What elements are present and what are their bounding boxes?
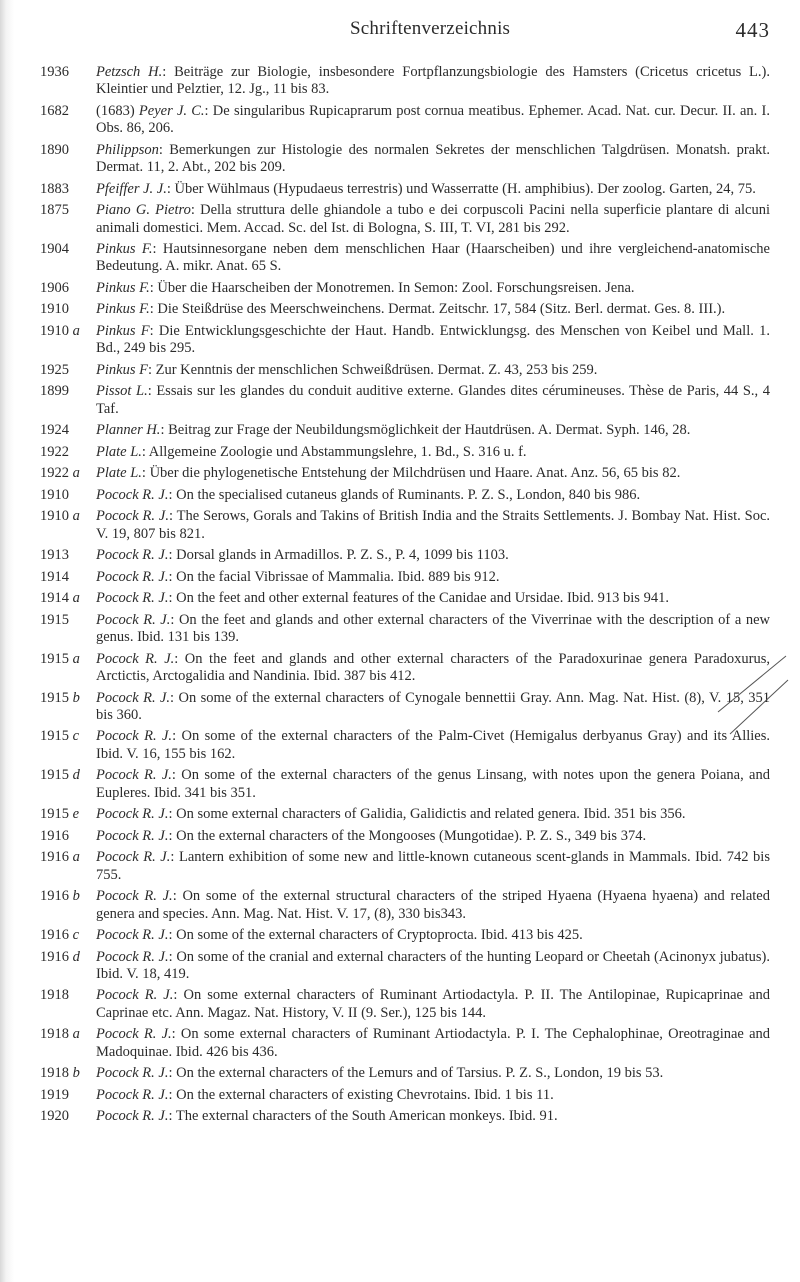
reference-citation: : On some of the cranial and external characters of the hunting Leopard or Cheetah (Acinonyx jubatus). Ibid. V. 18, 419. <box>96 948 770 982</box>
reference-entry <box>40 569 770 586</box>
reference-author: Pocock R. J. <box>96 849 171 866</box>
reference-year <box>40 444 69 461</box>
reference-citation: : Essais sur les glandes du conduit auditive externe. Glandes dites cérumineuses. Thèse de Paris, 44 S., 4 Taf. <box>96 383 770 417</box>
reference-year-number: 1915 <box>40 806 69 823</box>
reference-year-number: 1682 <box>40 102 69 119</box>
reference-year-number: 1890 <box>40 141 69 158</box>
reference-citation: : Dorsal glands in Armadillos. P. Z. S., P. 4, 1099 bis 1103. <box>168 547 509 564</box>
reference-year-suffix: a <box>69 650 80 667</box>
reference-year-suffix: a <box>69 590 80 607</box>
reference-citation: : De singularibus Rupicaprarum post cornua meatibus. Ephemer. Acad. Nat. cur. Decur. II. an. I. Obs. 86, 206. <box>96 102 770 137</box>
reference-year-number: 1918 <box>40 1026 69 1043</box>
reference-citation: : Über die phylogenetische Entstehung der Milchdrüsen und Haare. Anat. Anz. 56, 65 bis 82. <box>141 465 681 482</box>
reference-year <box>40 465 80 482</box>
reference-author: Philippson <box>96 141 159 158</box>
reference-year <box>40 362 69 379</box>
reference-entry <box>40 1087 770 1104</box>
reference-year-number: 1916 <box>40 888 69 905</box>
reference-year-suffix: a <box>69 849 80 866</box>
reference-year-number: 1916 <box>40 827 69 844</box>
reference-citation: : Zur Kenntnis der menschlichen Schweißdrüsen. Dermat. Z. 43, 253 bis 259. <box>147 361 598 378</box>
reference-author: Peyer J. C. <box>138 102 205 119</box>
reference-year-number: 1875 <box>40 202 69 219</box>
reference-year <box>40 103 69 120</box>
page-number: 443 <box>735 18 770 42</box>
reference-year-number: 1915 <box>40 728 69 745</box>
reference-year <box>40 383 69 400</box>
reference-author: Planner H. <box>96 422 161 439</box>
reference-entry <box>40 323 770 358</box>
page-header <box>40 18 770 48</box>
reference-year <box>40 1087 69 1104</box>
reference-year <box>40 987 69 1004</box>
reference-year <box>40 487 69 504</box>
reference-year-number: 1914 <box>40 590 69 607</box>
reference-year <box>40 927 79 944</box>
reference-year <box>40 728 79 745</box>
reference-entry <box>40 849 770 884</box>
reference-year-suffix: a <box>69 465 80 482</box>
reference-author: Pocock R. J. <box>96 590 169 607</box>
reference-year <box>40 301 69 318</box>
reference-year <box>40 767 80 784</box>
reference-entry <box>40 949 770 984</box>
reference-citation: : Die Entwicklungsgeschichte der Haut. Handb. Entwicklungsg. des Menschen von Keibel und Mall. 1. Bd., 249 bis 295. <box>96 322 770 357</box>
reference-entry <box>40 612 770 647</box>
reference-author: Pocock R. J. <box>96 568 169 585</box>
reference-author: Pocock R. J. <box>96 728 173 745</box>
reference-year-number: 1916 <box>40 849 69 866</box>
reference-author: Pocock R. J. <box>96 806 169 823</box>
reference-author: Pocock R. J. <box>96 611 171 628</box>
reference-entry <box>40 508 770 543</box>
reference-citation: : On the external characters of the Mongooses (Mungotidae). P. Z. S., 349 bis 374. <box>168 827 647 844</box>
reference-year-number: 1915 <box>40 767 69 784</box>
reference-year <box>40 547 69 564</box>
reference-author: Pocock R. J. <box>96 1026 172 1043</box>
reference-year-suffix: c <box>69 927 80 944</box>
reference-entry <box>40 181 770 198</box>
reference-citation: : Lantern exhibition of some new and little-known cutaneous scent-glands in Mammals. Ibid. 742 bis 755. <box>96 849 770 883</box>
reference-year-number: 1924 <box>40 422 69 439</box>
reference-citation: : Della struttura delle ghiandole a tubo e dei corpuscoli Pacini nella superficie plantare di alcuni animali domestici. Mem. Accad. Sc. del Ist. di Bologna, S. III, T. VI, 281 bis 292. <box>96 202 771 236</box>
reference-entry <box>40 888 770 923</box>
reference-year <box>40 181 69 198</box>
reference-entry <box>40 64 770 99</box>
reference-citation: : The external characters of the South American monkeys. Ibid. 91. <box>168 1108 558 1125</box>
reference-citation: : On some external characters of Galidia, Galidictis and related genera. Ibid. 351 bis 356. <box>168 806 686 823</box>
reference-year <box>40 888 80 905</box>
reference-entry <box>40 1108 770 1125</box>
reference-entry <box>40 383 770 418</box>
reference-citation: : On some of the external characters of Cynogale bennettii Gray. Ann. Mag. Nat. Hist. (8), V. 15, 351 bis 360. <box>96 689 770 723</box>
reference-year-number: 1904 <box>40 241 69 258</box>
reference-citation: : Allgemeine Zoologie und Abstammungslehre, 1. Bd., S. 316 u. f. <box>141 443 527 460</box>
reference-year-suffix: d <box>69 948 80 965</box>
reference-author: Pinkus F <box>96 361 148 378</box>
reference-year-suffix: a <box>69 1026 80 1043</box>
reference-year <box>40 1026 80 1043</box>
reference-year-suffix: e <box>69 806 80 823</box>
reference-author: Pocock R. J. <box>96 1065 169 1082</box>
reference-citation: : On the external characters of existing Chevrotains. Ibid. 1 bis 11. <box>168 1086 554 1103</box>
reference-year-suffix: b <box>69 1065 80 1082</box>
reference-year <box>40 849 80 866</box>
reference-year-number: 1920 <box>40 1108 69 1125</box>
reference-entry <box>40 1065 770 1082</box>
reference-year-number: 1910 <box>40 508 69 525</box>
reference-author: Pocock R. J. <box>96 888 173 905</box>
reference-author: Petzsch H. <box>96 64 163 80</box>
reference-entry <box>40 142 770 177</box>
reference-author: Pocock R. J. <box>96 827 169 844</box>
reference-entry <box>40 103 770 138</box>
reference-citation: : On some external characters of Ruminant Artiodactyla. P. I. The Cephalophinae, Oreotraginae and Madoquinae. Ibid. 426 bis 436. <box>96 1026 771 1060</box>
reference-entry <box>40 927 770 944</box>
reference-entry <box>40 241 770 276</box>
reference-citation: : On some of the external characters of the genus Linsang, with notes upon the genera Poiana, and Eupleres. Ibid. 341 bis 351. <box>96 767 770 801</box>
reference-citation: : On the feet and glands and other external characters of the Viverrinae with the description of a new genus. Ibid. 131 bis 139. <box>96 611 770 646</box>
reference-citation: : Die Steißdrüse des Meerschweinchens. Dermat. Zeitschr. 17, 584 (Sitz. Berl. dermat. Ges. 8. III.). <box>149 301 726 318</box>
reference-year-suffix: a <box>69 322 80 339</box>
reference-author: Pinkus F. <box>96 241 153 258</box>
reference-year <box>40 142 69 159</box>
reference-citation: : On the feet and glands and other external characters of the Paradoxurinae genera Paradoxurus, Arctictis, Arctogalidia and Nandinia. Ibid. 387 bis 412. <box>96 650 770 685</box>
reference-entry <box>40 828 770 845</box>
reference-entry <box>40 987 770 1022</box>
reference-author: Pocock R. J. <box>96 508 169 525</box>
reference-year-number: 1922 <box>40 465 69 482</box>
reference-author: Pissot L. <box>96 383 148 400</box>
reference-author: Pinkus F. <box>96 301 150 318</box>
reference-citation: : Über die Haarscheiben der Monotremen. In Semon: Zool. Forschungsreisen. Jena. <box>149 279 635 296</box>
reference-year-suffix: b <box>69 689 80 706</box>
reference-author: Pocock R. J. <box>96 689 171 706</box>
reference-author: Plate L. <box>96 465 142 482</box>
reference-year <box>40 1108 69 1125</box>
reference-author: Plate L. <box>96 443 142 460</box>
reference-author: Pocock R. J. <box>96 1108 169 1125</box>
reference-citation: : On the external characters of the Lemurs and of Tarsius. P. Z. S., London, 19 bis 53. <box>168 1065 664 1082</box>
reference-entry <box>40 422 770 439</box>
reference-year <box>40 949 80 966</box>
reference-entry <box>40 280 770 297</box>
reference-year <box>40 806 79 823</box>
reference-year-number: 1883 <box>40 180 69 197</box>
reference-author: Pocock R. J. <box>96 948 169 965</box>
reference-year-number: 1915 <box>40 689 69 706</box>
reference-year <box>40 280 69 297</box>
reference-year <box>40 651 80 668</box>
reference-author: Pinkus F. <box>96 279 150 296</box>
reference-year-number: 1906 <box>40 279 69 296</box>
reference-year-number: 1910 <box>40 322 69 339</box>
reference-entry <box>40 444 770 461</box>
reference-year-number: 1916 <box>40 927 69 944</box>
reference-year-suffix: c <box>69 728 80 745</box>
reference-year <box>40 202 69 219</box>
reference-author: Pocock R. J. <box>96 650 175 667</box>
reference-year <box>40 1065 80 1082</box>
reference-entry <box>40 301 770 318</box>
running-title: Schriftenverzeichnis <box>350 18 511 39</box>
reference-year <box>40 64 69 81</box>
reference-prefix: (1683) <box>96 102 139 119</box>
reference-year-number: 1919 <box>40 1086 69 1103</box>
reference-year <box>40 241 69 258</box>
reference-entry <box>40 547 770 564</box>
reference-citation: : On some of the external characters of the Palm-Civet (Hemigalus derbyanus Gray) and its Allies. Ibid. V. 16, 155 bis 162. <box>96 728 770 762</box>
reference-year-number: 1936 <box>40 64 69 80</box>
reference-entry <box>40 465 770 482</box>
reference-entry <box>40 651 770 686</box>
reference-year-number: 1916 <box>40 948 69 965</box>
reference-entry <box>40 202 770 237</box>
reference-entry <box>40 690 770 725</box>
reference-author: Pocock R. J. <box>96 486 169 503</box>
reference-list <box>40 64 770 1130</box>
reference-citation: : Bemerkungen zur Histologie des normalen Sekretes der menschlichen Talgdrüsen. Monatsh. prakt. Dermat. 11, 2. Abt., 202 bis 209. <box>96 141 770 176</box>
reference-entry <box>40 487 770 504</box>
reference-entry <box>40 806 770 823</box>
reference-citation: : Hautsinnesorgane neben dem menschlichen Haar (Haarscheiben) und ihre vergleichend-anatomische Bedeutung. A. mikr. Anat. 65 S. <box>96 241 770 275</box>
reference-year-number: 1918 <box>40 987 69 1004</box>
reference-entry <box>40 767 770 802</box>
reference-year-number: 1913 <box>40 547 69 564</box>
reference-citation: : Über Wühlmaus (Hypudaeus terrestris) und Wasserratte (H. amphibius). Der zoolog. Garten, 24, 75. <box>166 180 756 197</box>
reference-year-number: 1910 <box>40 301 69 318</box>
reference-year-number: 1922 <box>40 443 69 460</box>
reference-author: Pocock R. J. <box>96 767 172 784</box>
reference-citation: : On the facial Vibrissae of Mammalia. Ibid. 889 bis 912. <box>168 568 500 585</box>
reference-entry <box>40 1026 770 1061</box>
reference-author: Pocock R. J. <box>96 1086 169 1103</box>
reference-author: Pocock R. J. <box>96 927 169 944</box>
reference-author: Pfeiffer J. J. <box>96 180 167 197</box>
reference-citation: : Beitrag zur Frage der Neubildungsmöglichkeit der Hautdrüsen. A. Dermat. Syph. 146, 28. <box>160 422 691 439</box>
reference-year-suffix: a <box>69 508 80 525</box>
reference-year <box>40 690 80 707</box>
reference-year-number: 1899 <box>40 383 69 400</box>
reference-author: Pinkus F <box>96 322 150 339</box>
reference-year <box>40 828 69 845</box>
reference-citation: : On the feet and other external features of the Canidae and Ursidae. Ibid. 913 bis 941. <box>168 590 669 607</box>
reference-entry <box>40 362 770 379</box>
reference-year <box>40 590 80 607</box>
reference-entry <box>40 728 770 763</box>
reference-year-number: 1915 <box>40 650 69 667</box>
reference-year-suffix: b <box>69 888 80 905</box>
reference-year-number: 1910 <box>40 486 69 503</box>
reference-year-number: 1914 <box>40 568 69 585</box>
reference-entry <box>40 590 770 607</box>
reference-year <box>40 612 69 629</box>
reference-author: Piano G. Pietro <box>96 202 191 219</box>
reference-author: Pocock R. J. <box>96 987 174 1004</box>
reference-year-number: 1925 <box>40 361 69 378</box>
reference-author: Pocock R. J. <box>96 547 169 564</box>
reference-year <box>40 422 69 439</box>
reference-citation: : On some of the external structural characters of the striped Hyaena (Hyaena hyaena) and related genera and species. Ann. Mag. Nat. Hist. V. 17, (8), 330 bis343. <box>96 888 770 922</box>
reference-citation: : The Serows, Gorals and Takins of British India and the Straits Settlements. J. Bombay Nat. Hist. Soc. V. 19, 807 bis 821. <box>96 508 770 542</box>
reference-year-number: 1915 <box>40 611 69 628</box>
reference-citation: : On some external characters of Ruminant Artiodactyla. P. II. The Antilopinae, Rupicaprinae and Caprinae etc. Ann. Magaz. Nat. History, V. II (9. Ser.), 125 bis 144. <box>96 987 770 1021</box>
reference-year <box>40 569 69 586</box>
reference-citation: : On the specialised cutaneus glands of Ruminants. P. Z. S., London, 840 bis 986. <box>168 486 641 503</box>
binding-edge <box>0 0 14 1282</box>
reference-year-number: 1918 <box>40 1065 69 1082</box>
reference-year <box>40 508 80 525</box>
reference-year <box>40 323 80 340</box>
reference-citation: : On some of the external characters of Cryptoprocta. Ibid. 413 bis 425. <box>168 927 583 944</box>
reference-year-suffix: d <box>69 767 80 784</box>
reference-citation: : Beiträge zur Biologie, insbesondere Fortpflanzungsbiologie des Hamsters (Cricetus cricetus L.). Kleintier und Pelztier, 12. Jg., 11 bis 83. <box>96 64 770 98</box>
